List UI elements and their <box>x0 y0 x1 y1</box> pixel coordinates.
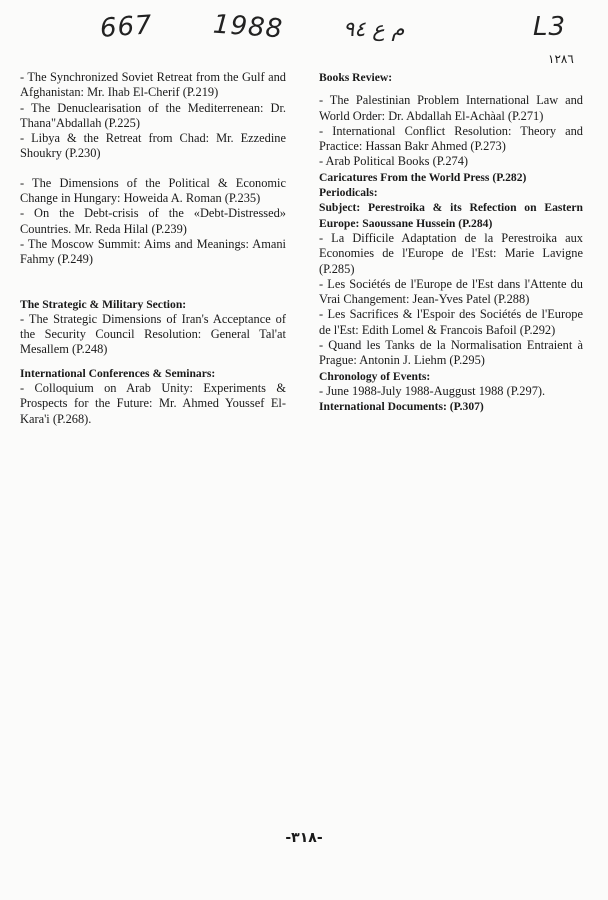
section-heading: Periodicals: <box>319 186 378 200</box>
toc-entry: - Quand les Tanks de la Normalisation Entraient à Prague: Antonin J. Liehm (P.295) <box>319 338 583 368</box>
section-heading: International Conferences & Seminars: <box>20 366 216 380</box>
page-reference: ١٢٨٦ <box>548 52 574 66</box>
page-number: -٣١٨- <box>285 830 323 846</box>
left-column <box>20 70 286 427</box>
handwritten-year: 1988 <box>212 9 285 45</box>
toc-entry: - Colloquium on Arab Unity: Experiments & Prospects for the Future: Mr. Ahmed Youssef El-Kara'i (P.268). <box>20 381 286 426</box>
section-heading: Books Review: <box>319 71 393 84</box>
toc-entry: - The Moscow Summit: Aims and Meanings: Amani Fahmy (P.249) <box>20 236 286 267</box>
section-heading: Caricatures From the World Press (P.282) <box>319 170 527 184</box>
toc-entry: - On the Debt-crisis of the «Debt-Distressed» Countries. Mr. Reda Hilal (P.239) <box>20 206 286 236</box>
handwritten-code: م ع ٩٤ <box>343 17 405 41</box>
toc-entry: - The Synchronized Soviet Retreat from the Gulf and Afghanistan: Mr. Ihab El-Cherif (P.219) <box>20 70 286 100</box>
toc-entry: - The Denuclearisation of the Mediterrenean: Dr. Thana"Abdallah (P.225) <box>20 100 286 130</box>
section-heading: The Strategic & Military Section: <box>20 297 187 311</box>
toc-entry: - Libya & the Retreat from Chad: Mr. Ezzedine Shoukry (P.230) <box>20 131 286 161</box>
section-heading: Subject: Perestroika & its Refection on Eastern Europe: Saoussane Hussein (P.284) <box>319 201 583 230</box>
toc-entry: - La Difficile Adaptation de la Perestroika aux Economies de l'Europe de l'Est: Marie Lavigne (P.285) <box>319 230 583 276</box>
toc-entry: - International Conflict Resolution: Theory and Practice: Hassan Bakr Ahmed (P.273) <box>319 123 583 154</box>
toc-entry: - Les Sociétés de l'Europe de l'Est dans l'Attente du Vrai Changement: Jean-Yves Patel (P.288) <box>319 276 583 307</box>
toc-entry: - Arab Political Books (P.274) <box>319 154 469 169</box>
handwritten-number: 667 <box>99 10 154 44</box>
toc-entry: - The Strategic Dimensions of Iran's Acceptance of the Security Council Resolution: General Tal'at Mesallem (P.248) <box>20 311 286 357</box>
right-column <box>319 70 583 415</box>
toc-entry: - Les Sacrifices & l'Espoir des Sociétés de l'Europe de l'Est: Edith Lomel & Francois Bafoil (P.292) <box>319 307 583 337</box>
handwritten-label: L3 <box>533 12 567 42</box>
section-heading: International Documents: (P.307) <box>319 400 484 414</box>
toc-entry: - The Palestinian Problem International Law and World Order: Dr. Abdallah El-Achàal (P.271) <box>319 93 583 123</box>
toc-entry: - June 1988-July 1988-Auggust 1988 (P.297). <box>319 383 546 398</box>
toc-entry: - The Dimensions of the Political & Economic Change in Hungary: Howeida A. Roman (P.235) <box>20 175 286 206</box>
section-heading: Chronology of Events: <box>319 369 431 383</box>
